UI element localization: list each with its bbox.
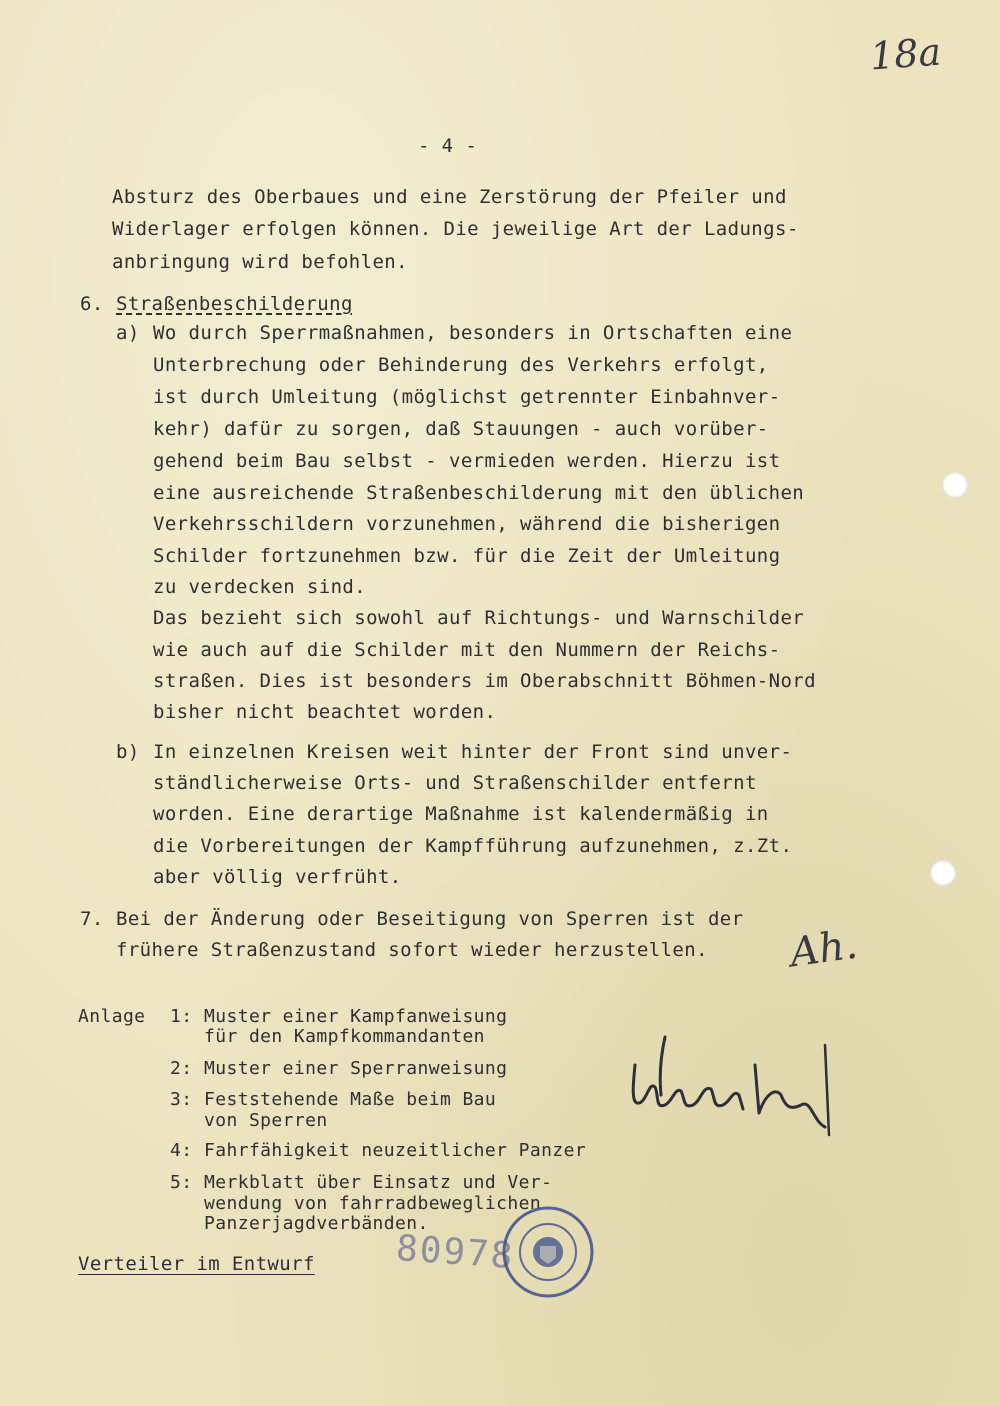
item-b-line: ständlicherweise Orts- und Straßenschilder entfernt <box>153 772 757 794</box>
item-a-line: Wo durch Sperrmaßnahmen, besonders in Ortschaften eine <box>153 322 793 344</box>
annex-item-line: Feststehende Maße beim Bau <box>204 1089 497 1110</box>
section-7-number: 7. <box>80 908 104 930</box>
item-b-label: b) <box>116 741 140 763</box>
item-a-line: gehend beim Bau selbst - vermieden werden. Hierzu ist <box>153 450 781 472</box>
annex-item-number: 1: <box>170 1006 193 1027</box>
item-a-line: wie auch auf die Schilder mit den Nummern der Reichs- <box>153 639 781 661</box>
annex-item-number: 2: <box>170 1058 193 1079</box>
item-a-line: Unterbrechung oder Behinderung des Verkehrs erfolgt, <box>153 354 769 376</box>
item-a-line: Schilder fortzunehmen bzw. für die Zeit der Umleitung <box>153 545 781 567</box>
intro-line-3: anbringung wird befohlen. <box>112 251 408 273</box>
item-a-line: kehr) dafür zu sorgen, daß Stauungen - auch vorüber- <box>153 418 769 440</box>
handwritten-initials: Ah. <box>787 921 861 977</box>
annex-item-line: Fahrfähigkeit neuzeitlicher Panzer <box>204 1140 587 1161</box>
section-7-line: Bei der Änderung oder Beseitigung von Sperren ist der <box>116 908 744 930</box>
annex-item-line: Panzerjagdverbänden. <box>204 1213 429 1234</box>
item-a-line: Verkehrsschildern vorzunehmen, während die bisherigen <box>153 513 781 535</box>
annex-item-line: Merkblatt über Einsatz und Ver- <box>204 1172 553 1193</box>
page-number: - 4 - <box>418 135 478 157</box>
item-a-line: Das bezieht sich sowohl auf Richtungs- und Warnschilder <box>153 607 805 629</box>
item-a-line: ist durch Umleitung (möglichst getrennter Einbahnver- <box>153 386 781 408</box>
item-a-line: eine ausreichende Straßenbeschilderung mit den üblichen <box>153 482 805 504</box>
punch-hole <box>942 472 968 498</box>
annex-item-line: Muster einer Sperranweisung <box>204 1058 508 1079</box>
archive-stamp-number: 80978 <box>394 1227 516 1278</box>
intro-line-2: Widerlager erfolgen können. Die jeweilige Art der Ladungs- <box>112 218 799 240</box>
section-7-line: frühere Straßenzustand sofort wieder herzustellen. <box>116 939 708 961</box>
annex-item-line: von Sperren <box>204 1110 328 1131</box>
distribution-note: Verteiler im Entwurf <box>78 1253 315 1275</box>
section-6-heading: Straßenbeschilderung <box>116 293 353 315</box>
item-a-line: zu verdecken sind. <box>153 576 367 598</box>
annex-item-line: für den Kampfkommandanten <box>204 1026 485 1047</box>
item-a-line: bisher nicht beachtet worden. <box>153 701 497 723</box>
annex-item-line: Muster einer Kampfanweisung <box>204 1006 508 1027</box>
annex-item-number: 5: <box>170 1172 193 1193</box>
annex-item-line: wendung von fahrradbeweglichen <box>204 1193 542 1214</box>
handwritten-folio-number: 18a <box>868 29 943 79</box>
item-a-label: a) <box>116 322 140 344</box>
item-b-line: die Vorbereitungen der Kampfführung aufzunehmen, z.Zt. <box>153 835 793 857</box>
annex-item-number: 3: <box>170 1089 193 1110</box>
item-b-line: aber völlig verfrüht. <box>153 866 402 888</box>
item-a-line: straßen. Dies ist besonders im Oberabschnitt Böhmen-Nord <box>153 670 816 692</box>
item-b-line: In einzelnen Kreisen weit hinter der Front sind unver- <box>153 741 793 763</box>
handwritten-signature <box>625 1025 865 1145</box>
annex-item-number: 4: <box>170 1140 193 1161</box>
intro-line-1: Absturz des Oberbaues und eine Zerstörung der Pfeiler und <box>112 186 787 208</box>
item-b-line: worden. Eine derartige Maßnahme ist kalendermäßig in <box>153 803 769 825</box>
annex-label: Anlage <box>78 1006 146 1027</box>
archive-stamp <box>500 1204 596 1300</box>
section-6-number: 6. <box>80 293 104 315</box>
punch-hole <box>930 860 956 886</box>
